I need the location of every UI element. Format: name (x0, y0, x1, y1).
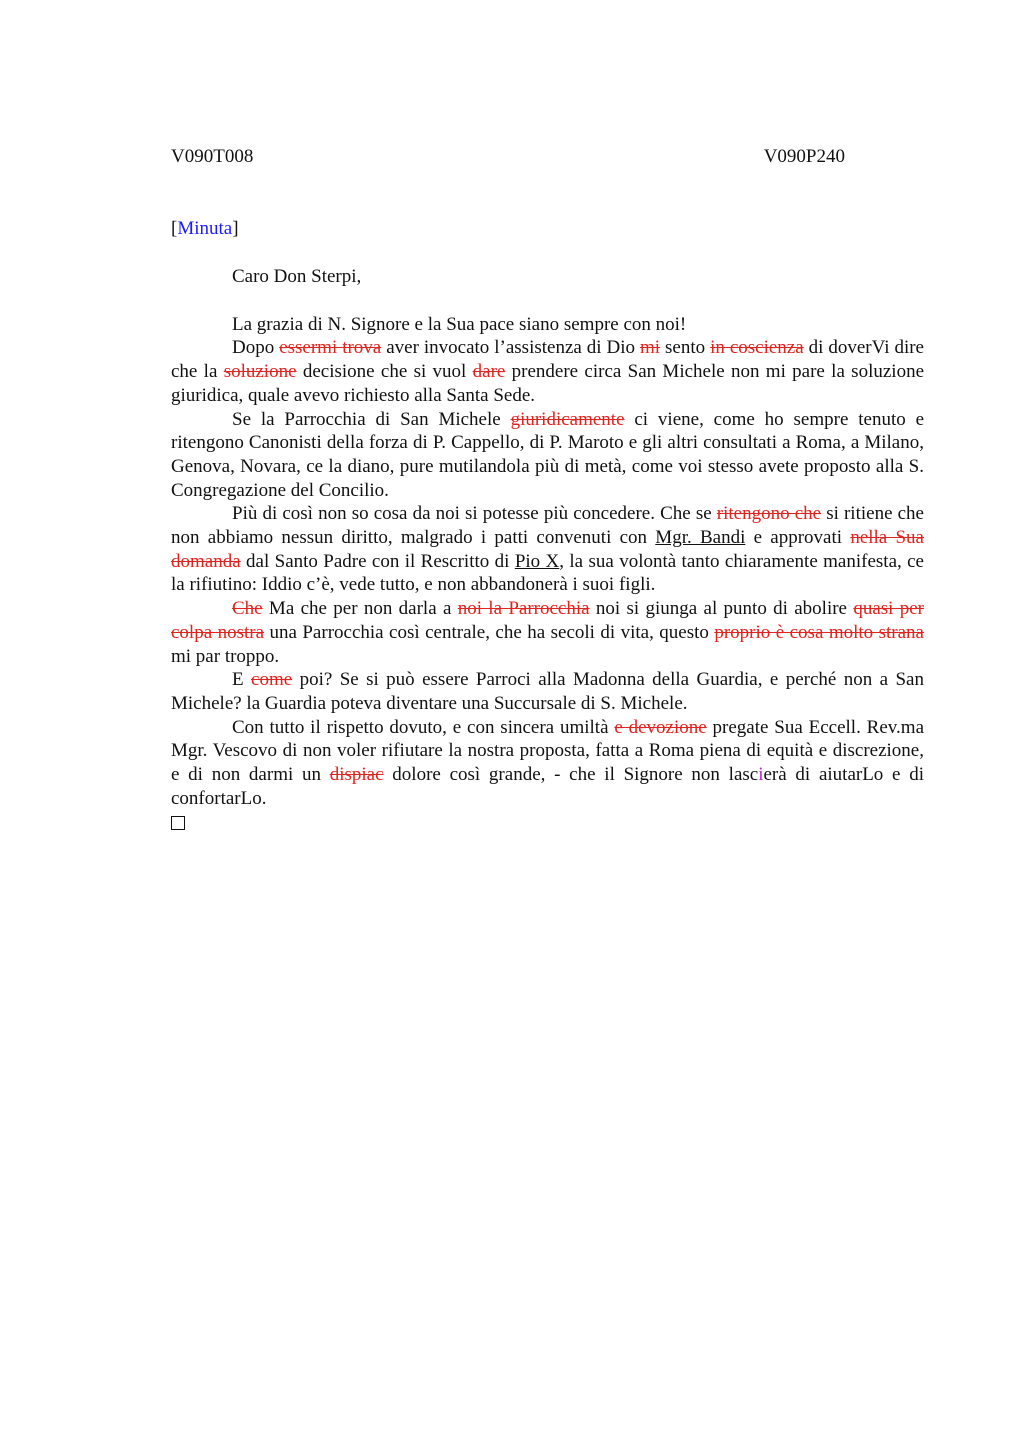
deleted-text: soluzione (223, 361, 297, 383)
letter-body (171, 265, 924, 837)
deleted-text: quasi per colpa nostra (171, 598, 924, 643)
text-run: dal Santo Padre con il Rescritto di (240, 550, 515, 572)
paragraph-3 (171, 408, 924, 503)
text-run: Dopo (232, 337, 280, 359)
text-run: una Parrocchia così centrale, che ha secoli di vita, questo (264, 621, 715, 643)
inserted-letter: i (758, 764, 764, 786)
deleted-text: giuridicamente (510, 408, 625, 430)
document-header (171, 146, 924, 170)
text-run: di doverVi dire che la (171, 337, 924, 383)
text-run: Più di così non so cosa da noi si potesse più concedere. Che se (232, 503, 717, 525)
text-run: Ma che per non darla a (262, 598, 458, 620)
deleted-text: nella Sua domanda (171, 527, 924, 572)
deleted-text: ritengono che (716, 503, 822, 525)
paragraph-6 (171, 668, 924, 715)
deleted-text: essermi trova (279, 337, 382, 359)
text-run: poi? Se si può essere Parroci alla Madonna della Guardia, e perché non a San Michele? la Guardia poteva diventare una Succursale di S. Michele. (171, 669, 924, 714)
deleted-text: come (251, 669, 293, 691)
deleted-text: Che (232, 598, 263, 620)
text-run: sento (660, 337, 711, 359)
deleted-text: proprio è cosa molto strana (714, 621, 924, 643)
text-run: Se la Parrocchia di San Michele (232, 408, 511, 430)
deleted-text: in coscienza (710, 337, 804, 359)
text-run: erà di aiutarLo e di confortarLo. (171, 764, 925, 809)
label-open-bracket: [ (171, 218, 178, 239)
minuta-label (171, 218, 239, 240)
text-run: noi si giunga al punto di abolire (589, 598, 854, 620)
paragraph-4 (171, 502, 924, 597)
deleted-text: dispiac (329, 764, 384, 786)
right-reference-code: V090P240 (763, 146, 845, 167)
text-run: si ritiene che non abbiamo nessun diritto, malgrado i patti convenuti con (171, 503, 924, 549)
paragraph-2 (171, 336, 924, 407)
deleted-text: mi (639, 337, 661, 359)
text-run: prendere circa San Michele non mi pare la soluzione giuridica, quale avevo richiesto alla Santa Sede. (171, 361, 925, 406)
label-text: Minuta (177, 218, 233, 239)
label-close-bracket: ] (232, 218, 239, 239)
text-run: mi par troppo. (171, 645, 280, 667)
deleted-text: dare (472, 361, 506, 383)
end-box-icon (171, 810, 924, 837)
deleted-text: e devozione (614, 716, 707, 738)
text-run: E (232, 669, 252, 691)
paragraph-7 (171, 716, 924, 811)
underlined-name: Pio X (514, 550, 560, 572)
text-run: pregate Sua Eccell. Rev.ma Mgr. Vescovo di non voler rifiutare la nostra proposta, fatta a Roma piena di equità e discrezione, e di non darmi un (171, 716, 925, 786)
text-run: ci viene, come ho sempre tenuto e ritengono Canonisti della forza di P. Cappello, di P. Maroto e gli altri consultati a Roma, a Milano, Genova, Novara, ce la diano, pure mutilandola più di metà, come voi stesso avete proposto alla S. Congregazione del Concilio. (171, 408, 924, 501)
salutation: Caro Don Sterpi, (232, 266, 362, 287)
text-run: aver invocato l’assistenza di Dio (381, 337, 640, 359)
text-run: e approvati (745, 527, 851, 549)
underlined-name: Mgr. Bandi (655, 527, 746, 549)
paragraph-5 (171, 597, 924, 668)
deleted-text: noi la Parrocchia (457, 598, 590, 620)
paragraph-1: La grazia di N. Signore e la Sua pace siano sempre con noi! (232, 313, 687, 335)
left-reference-code: V090T008 (171, 146, 254, 167)
text-run: dolore così grande, - che il Signore non lasc (383, 764, 759, 786)
text-run: Con tutto il rispetto dovuto, e con sincera umiltà (232, 716, 615, 738)
text-run: , la sua volontà tanto chiaramente manifesta, ce la rifiutino: Iddio c’è, vede tutto, e non abbandonerà i suoi figli. (171, 550, 924, 596)
text-run: decisione che si vuol (296, 361, 473, 383)
